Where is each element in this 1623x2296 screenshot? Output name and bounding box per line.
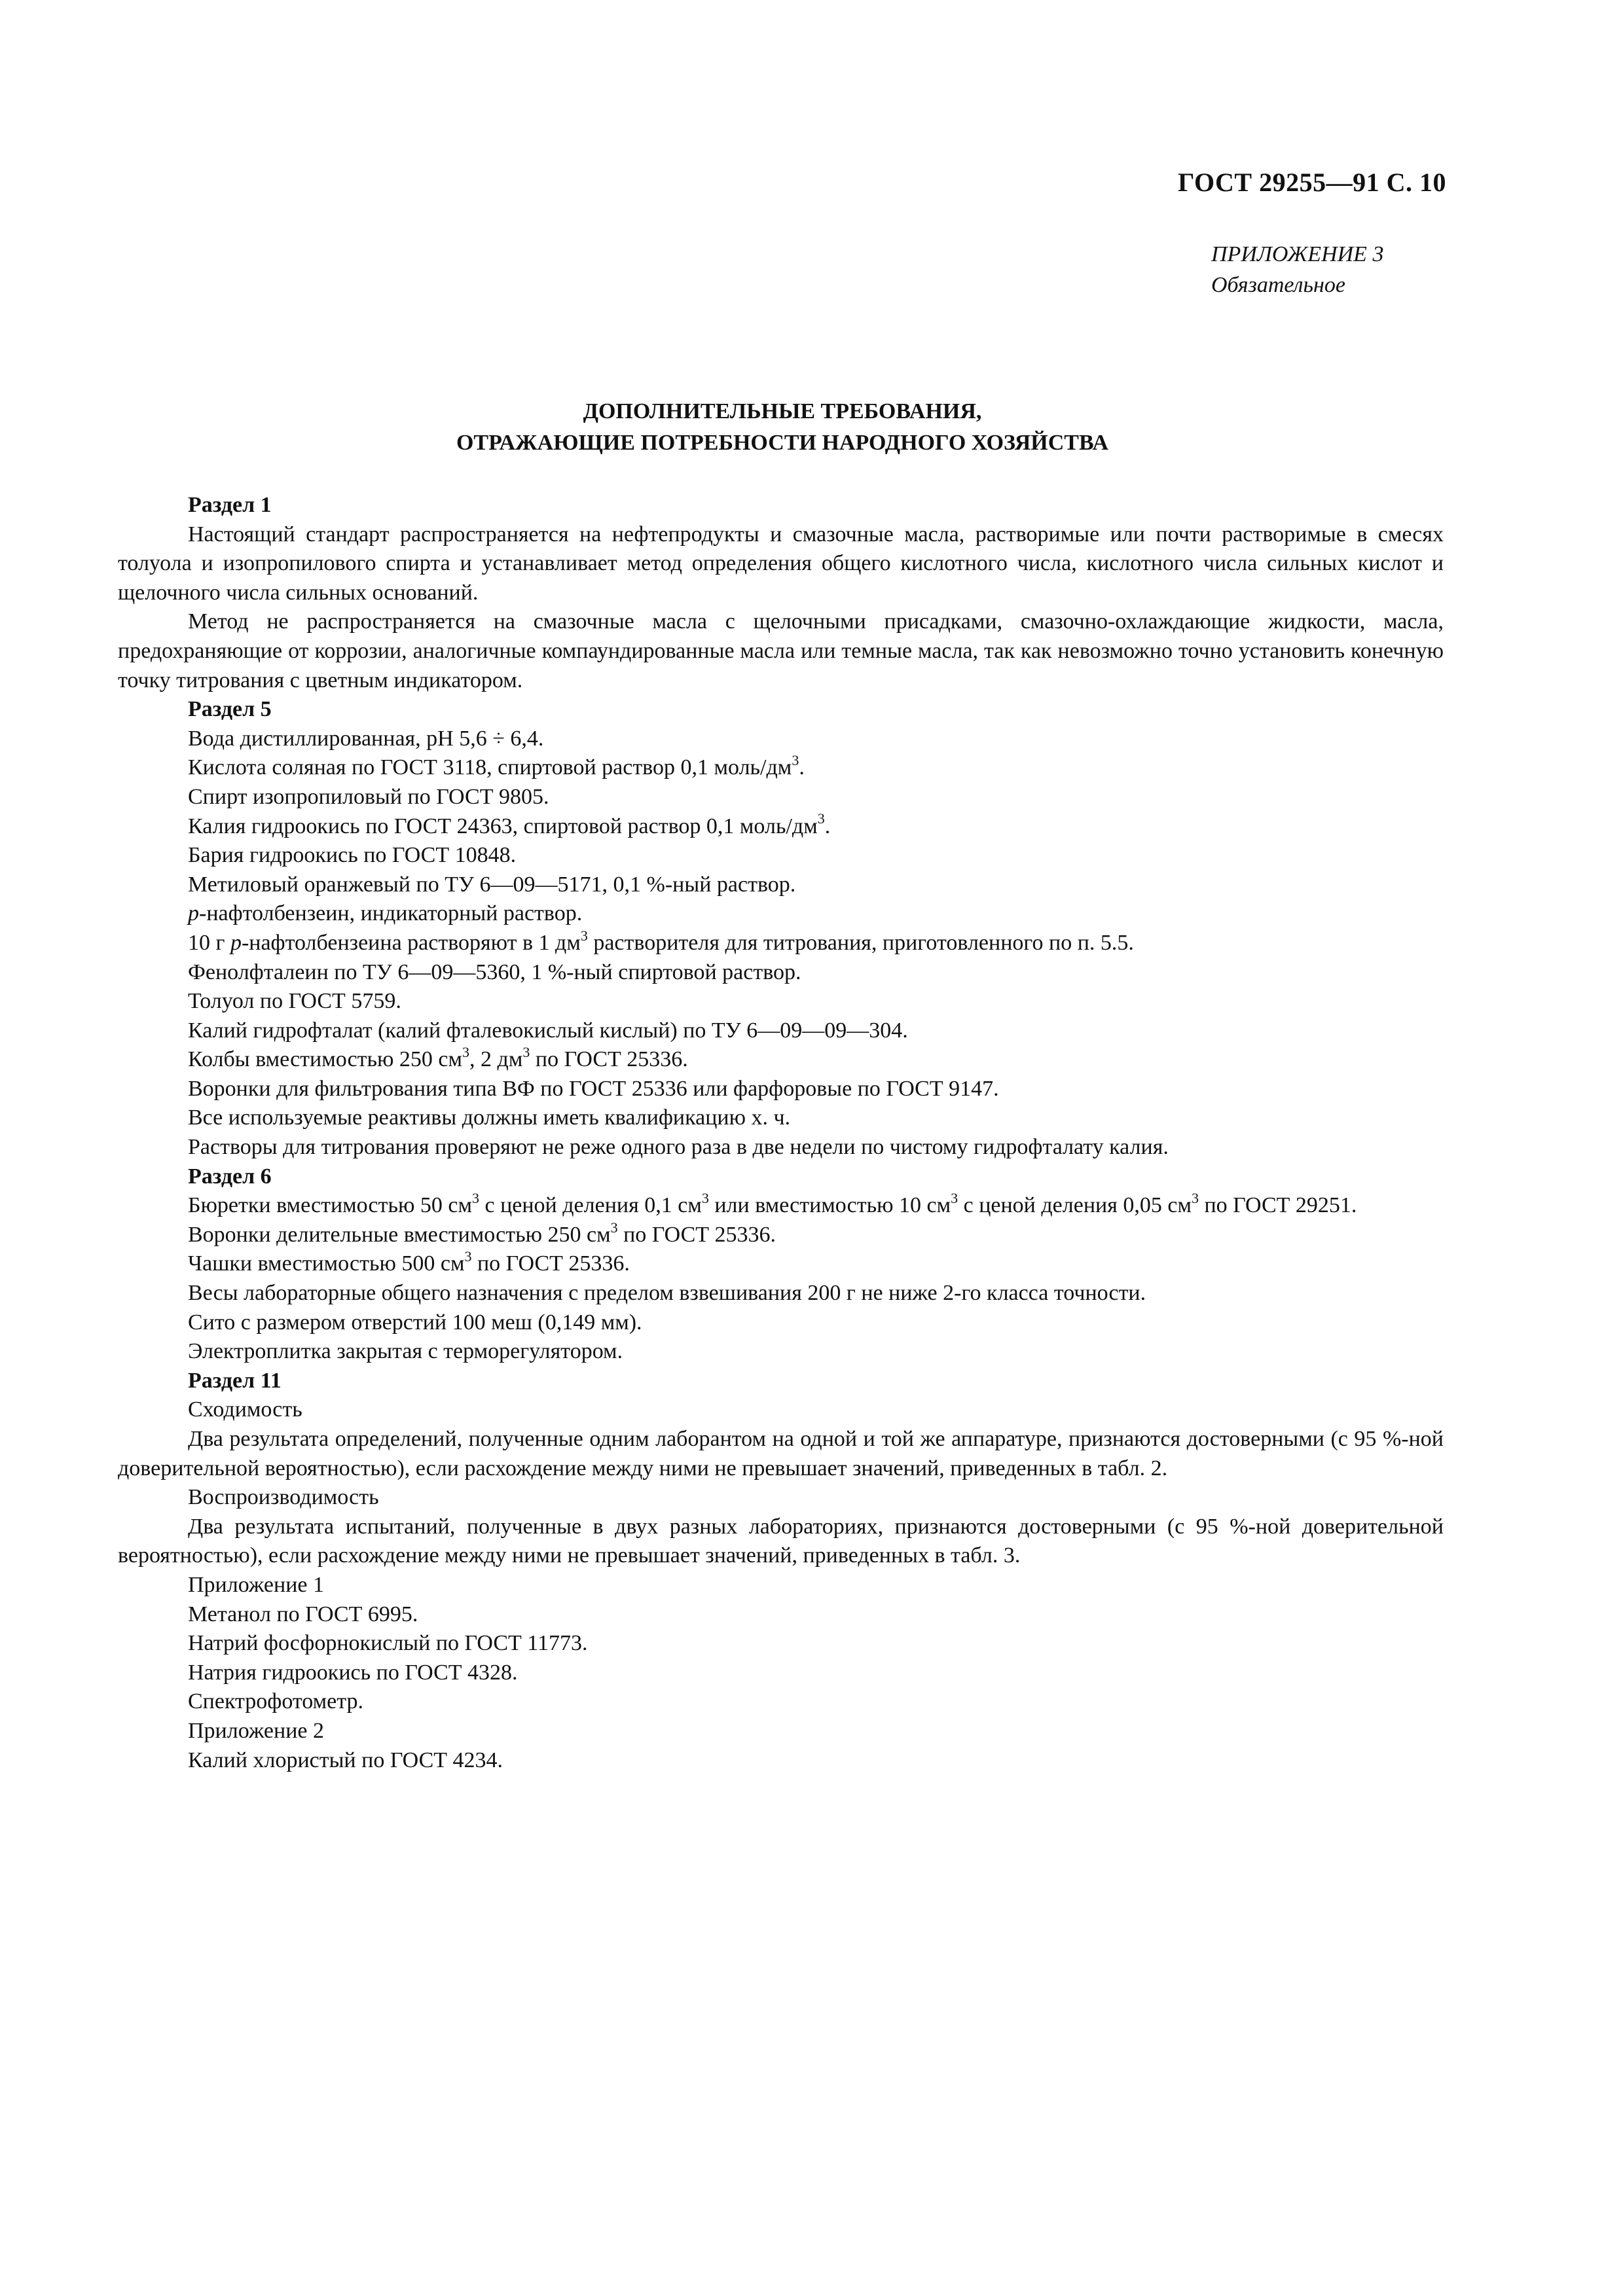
item-scales: Весы лабораторные общего назначения с пределом взвешивания 200 г не ниже 2-го класса точности. — [188, 1281, 1146, 1306]
item-naphtholbenzein — [118, 899, 1444, 929]
title-line-2: ОТРАЖАЮЩИЕ ПОТРЕБНОСТИ НАРОДНОГО ХОЗЯЙСТВА — [456, 431, 1109, 455]
item-flasks — [118, 1045, 1444, 1075]
appendix-label: ПРИЛОЖЕНИЕ 3 — [1211, 242, 1384, 266]
superscript: 3 — [464, 1248, 472, 1265]
item-hcl-text: Кислота соляная по ГОСТ 3118, спиртовой раствор 0,1 моль/дм — [188, 755, 792, 780]
item-cups — [118, 1249, 1444, 1279]
prep-start: 10 г — [188, 930, 230, 955]
superscript: 3 — [610, 1219, 618, 1236]
subheading-appendix-2: Приложение 2 — [188, 1718, 324, 1743]
section-1-paragraph-scope: Настоящий стандарт распространяется на нефтепродукты и смазочные масла, растворимые или почти растворимые в смесях толуола и изопропилового спирта и устанавливает метод определения общего кислотного числа, кислотного числа сильных кислот и щелочного числа сильных оснований. — [118, 522, 1444, 605]
section-1-heading: Раздел 1 — [188, 493, 272, 517]
item-hcl: Кислота соляная по ГОСТ 3118, спиртовой раствор 0,1 моль/$дм^3$. — [188, 752, 805, 780]
item-barium: Бария гидроокись по ГОСТ 10848. — [188, 843, 517, 868]
item-separating-funnels — [118, 1221, 1444, 1250]
item-methyl-orange: Метиловый оранжевый по ТУ 6—09—5171, 0,1 %-ный раствор. — [188, 872, 796, 897]
appendix-status: Обязательное — [1211, 273, 1345, 297]
item-kcl: Калий хлористый по ГОСТ 4234. — [188, 1748, 503, 1772]
burettes-a: Бюретки вместимостью 50 см — [188, 1193, 472, 1218]
item-phthalate: Калий гидрофталат (калий фталевокислый кислый) по ТУ 6—09—09—304. — [188, 1018, 908, 1043]
document-code: ГОСТ 29255—91 С. 10 — [1177, 168, 1446, 197]
sep-funnels-start: Воронки делительные вместимостью 250 см — [188, 1222, 611, 1247]
superscript: 3 — [792, 752, 799, 769]
superscript: 3 — [471, 1189, 479, 1206]
item-methanol: Метанол по ГОСТ 6995. — [188, 1602, 418, 1626]
item-water: Вода дистиллированная, pH 5,6 ÷ 6,4. — [188, 726, 544, 751]
superscript: 3 — [1191, 1189, 1199, 1206]
subheading-convergence: Сходимость — [188, 1397, 302, 1422]
p-prefix: p — [230, 930, 242, 955]
superscript: 3 — [462, 1043, 470, 1060]
paragraph-convergence: Два результата определений, полученные одним лаборантом на одной и той же аппаратуре, признаются достоверными (с 95 %-ной доверительной вероятностью), если расхождение между ними не превышает значений, приведенных в табл. 2. — [118, 1427, 1444, 1480]
flasks-end: по ГОСТ 25336. — [530, 1047, 688, 1072]
document-body — [118, 491, 1444, 1775]
item-isopropanol: Спирт изопропиловый по ГОСТ 9805. — [188, 784, 549, 809]
subheading-reproducibility: Воспроизводимость — [188, 1485, 379, 1510]
section-6-heading: Раздел 6 — [188, 1164, 272, 1189]
burettes-c: или вместимостью 10 см — [708, 1193, 951, 1218]
superscript: 3 — [817, 810, 825, 827]
flasks-mid: , 2 дм — [469, 1047, 523, 1072]
superscript: 3 — [580, 927, 588, 944]
sep-funnels-end: по ГОСТ 25336. — [617, 1222, 776, 1247]
item-naoh: Натрия гидроокись по ГОСТ 4328. — [188, 1660, 518, 1685]
burettes-b: с ценой деления 0,1 см — [479, 1193, 702, 1218]
item-sodium-phosphate: Натрий фосфорнокислый по ГОСТ 11773. — [188, 1631, 588, 1656]
burettes-d: с ценой деления 0,05 см — [958, 1193, 1192, 1218]
item-solution-check: Растворы для титрования проверяют не реже одного раза в две недели по чистому гидрофталату калия. — [188, 1135, 1169, 1160]
section-11-heading: Раздел 11 — [188, 1368, 282, 1393]
item-toluene: Толуол по ГОСТ 5759. — [188, 989, 401, 1014]
section-1-paragraph-limits: Метод не распространяется на смазочные масла с щелочными присадками, смазочно-охлаждающие жидкости, масла, предохраняющие от коррозии, аналогичные компаундированные масла или темные масла, так как невозможно точно установить конечную точку титрования с цветным индикатором. — [118, 609, 1444, 692]
appendix-block — [1211, 239, 1383, 300]
prep-end: растворителя для титрования, приготовленного по п. 5.5. — [587, 930, 1134, 955]
cups-start: Чашки вместимостью 500 см — [188, 1251, 465, 1276]
item-koh: Калия гидроокись по ГОСТ 24363, спиртовой раствор 0,1 моль/$дм^3$. — [188, 810, 831, 838]
item-filter-funnels: Воронки для фильтрования типа ВФ по ГОСТ 25336 или фарфоровые по ГОСТ 9147. — [188, 1076, 999, 1101]
paragraph-reproducibility: Два результата испытаний, полученные в двух разных лабораториях, признаются достоверными (с 95 %-ной доверительной вероятностью), если расхождение между ними не превышает значений, приведенных в табл. 3. — [118, 1514, 1444, 1568]
superscript: 3 — [522, 1043, 530, 1060]
item-burettes — [118, 1191, 1444, 1221]
superscript: 3 — [951, 1189, 958, 1206]
burettes-e: по ГОСТ 29251. — [1198, 1193, 1357, 1218]
flasks-start: Колбы вместимостью 250 см — [188, 1047, 463, 1072]
item-koh-text: Калия гидроокись по ГОСТ 24363, спиртовой раствор 0,1 моль/дм — [188, 814, 818, 838]
item-sieve: Сито с размером отверстий 100 меш (0,149 мм). — [188, 1310, 642, 1335]
cups-end: по ГОСТ 25336. — [471, 1251, 630, 1276]
section-5-heading: Раздел 5 — [188, 697, 272, 722]
title-line-1: ДОПОЛНИТЕЛЬНЫЕ ТРЕБОВАНИЯ, — [583, 399, 982, 423]
p-prefix: p — [188, 901, 199, 926]
item-indicator-prep — [118, 929, 1444, 958]
item-phenolphthalein: Фенолфталеин по ТУ 6—09—5360, 1 %-ный спиртовой раствор. — [188, 960, 801, 984]
item-spectrophotometer: Спектрофотометр. — [188, 1689, 364, 1714]
item-stove: Электроплитка закрытая с терморегулятором. — [188, 1339, 623, 1364]
prep-mid: -нафтолбензеина растворяют в 1 дм — [241, 930, 581, 955]
item-naphtholbenzein-text: -нафтолбензеин, индикаторный раствор. — [199, 901, 583, 926]
superscript: 3 — [701, 1189, 709, 1206]
document-title — [121, 396, 1444, 459]
subheading-appendix-1: Приложение 1 — [188, 1572, 324, 1597]
item-reagents-grade: Все используемые реактивы должны иметь квалификацию х. ч. — [188, 1105, 791, 1130]
